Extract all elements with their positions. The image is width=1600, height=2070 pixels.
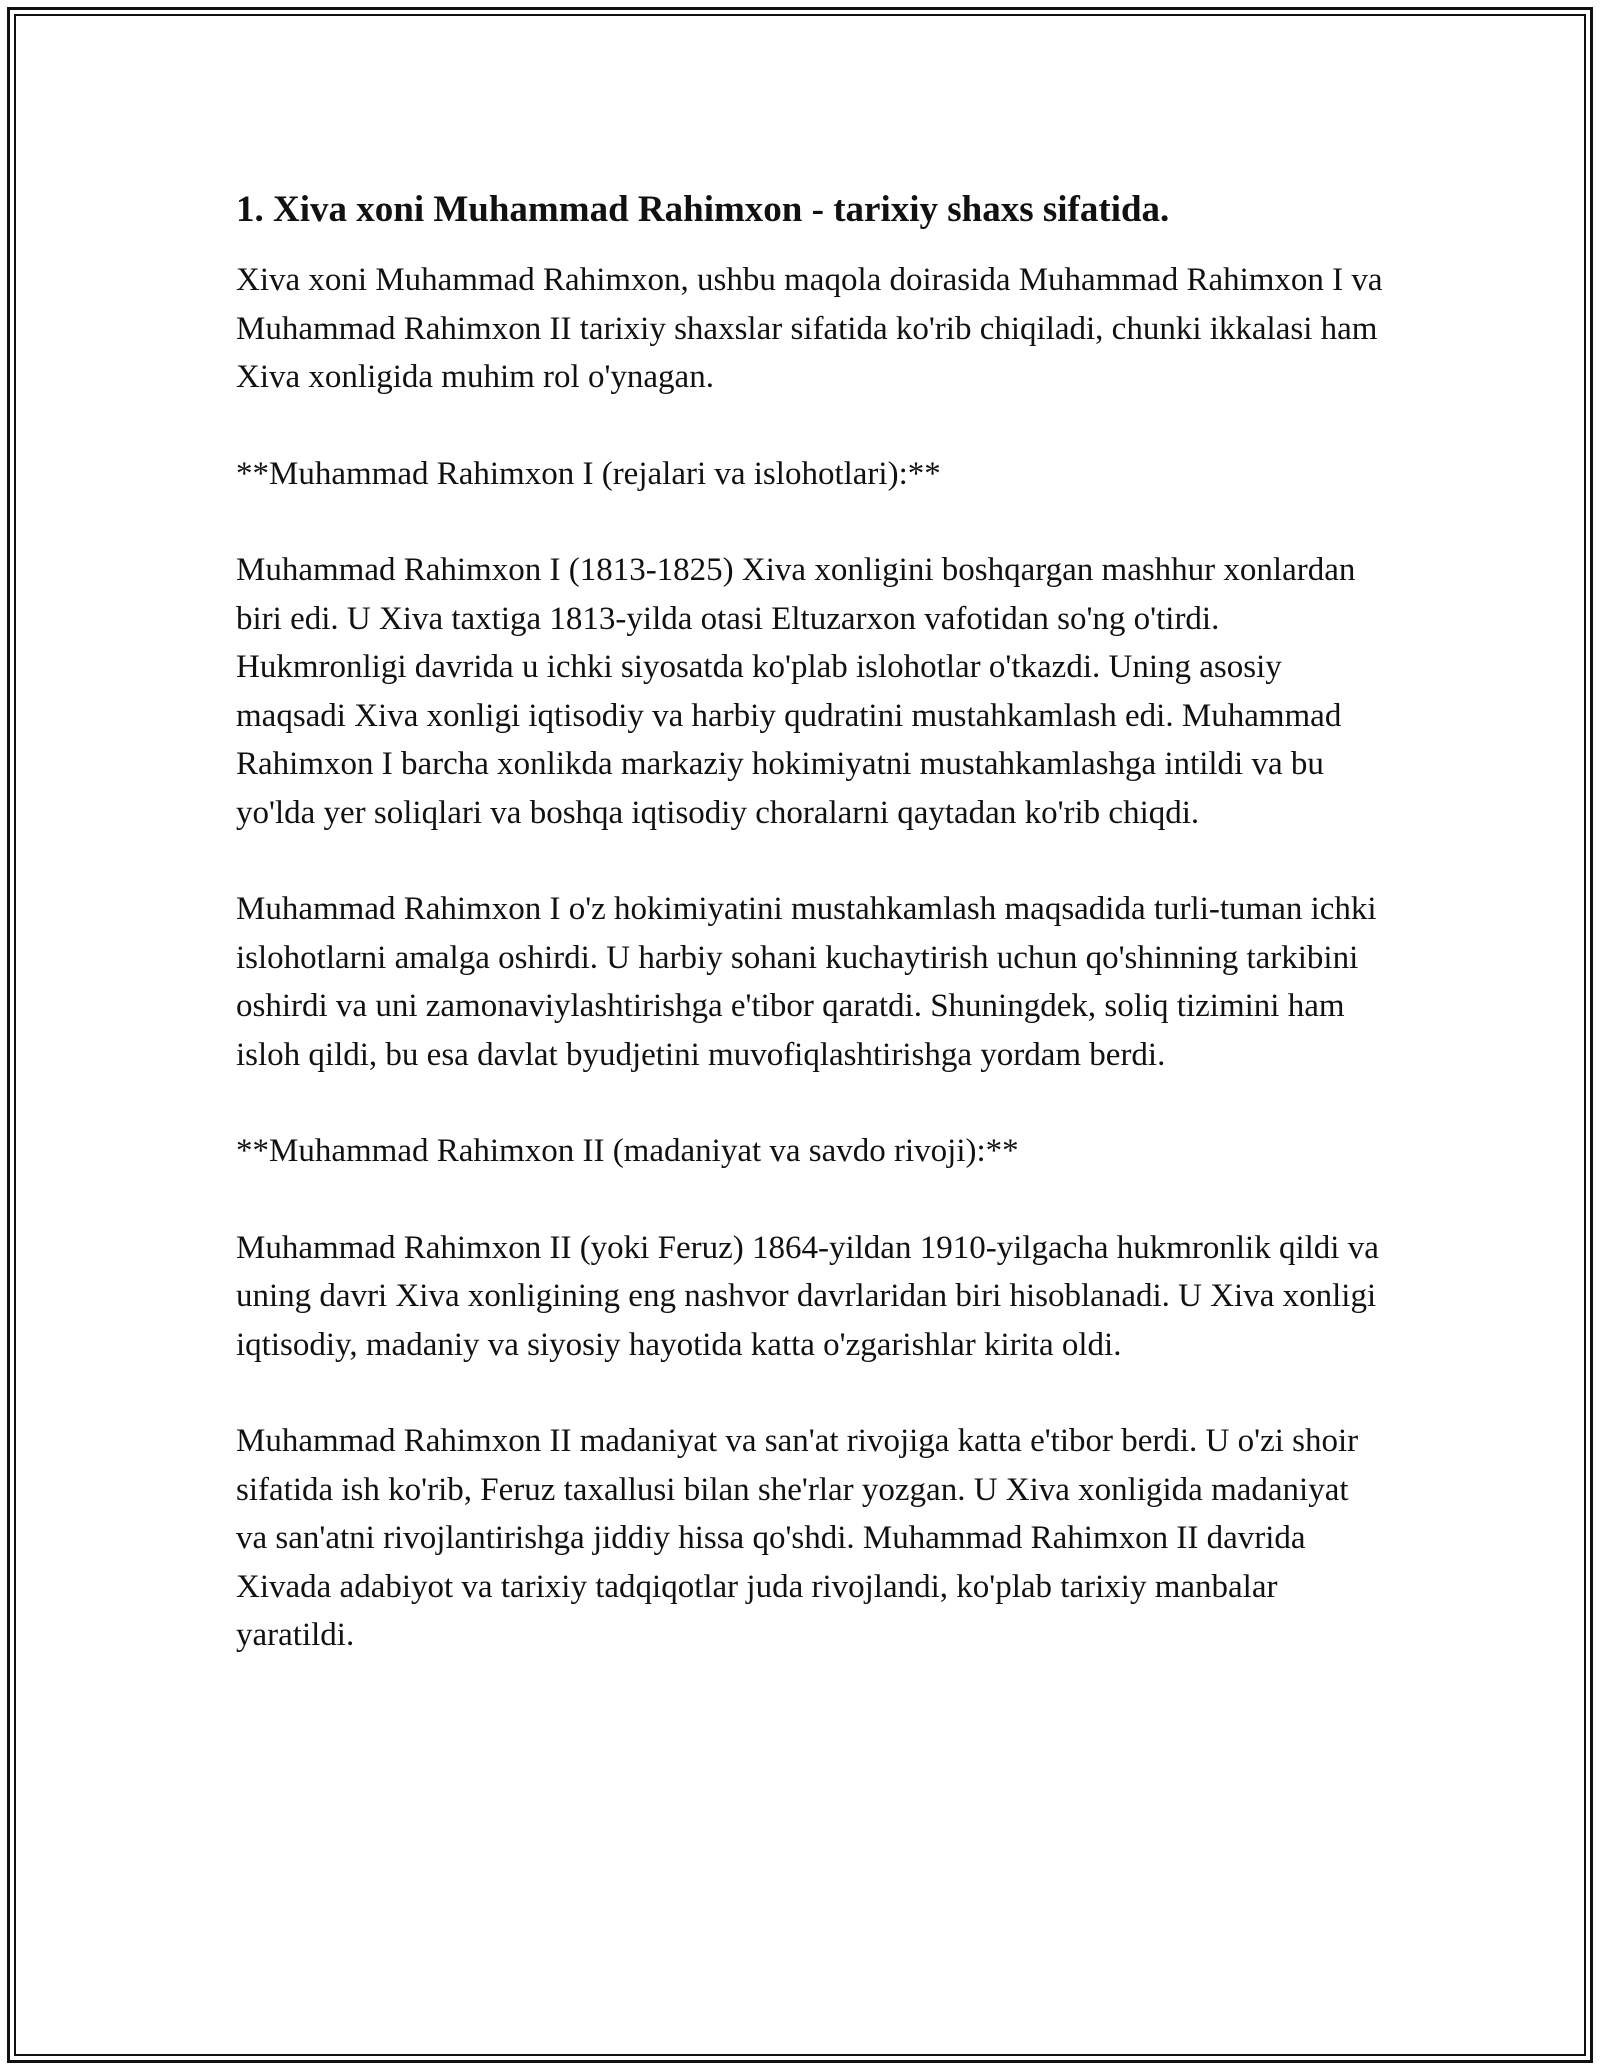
paragraph-rahimxon-2-reign: Muhammad Rahimxon II (yoki Feruz) 1864-yildan 1910-yilgacha hukmronlik qildi va uning davri Xiva xonligining eng nashvor davrlaridan biri hisoblanadi. U Xiva xonligi iqtisodiy, madaniy va siyosiy hayotida katta o'zgarishlar kirita oldi. xyxy=(236,1229,1379,1363)
document-title: 1. Xiva xoni Muhammad Rahimxon - tarixiy shaxs sifatida. xyxy=(236,189,1170,230)
paragraph-rahimxon-1-reign: Muhammad Rahimxon I (1813-1825) Xiva xonligini boshqargan mashhur xonlardan biri edi. U Xiva taxtiga 1813-yilda otasi Eltuzarxon vafotidan so'ng o'tirdi. Hukmronligi davrida u ichki siyosatda ko'plab islohotlar o'tkazdi. Uning asosiy maqsadi Xiva xonligi iqtisodiy va harbiy qudratini mustahkamlash edi. Muhammad Rahimxon I barcha xonlikda markaziy hokimiyatni mustahkamlashga intildi va bu yo'lda yer soliqlari va boshqa iqtisodiy choralarni qaytadan ko'rib chiqdi. xyxy=(236,552,1356,831)
paragraph-rahimxon-2-culture: Muhammad Rahimxon II madaniyat va san'at rivojiga katta e'tibor berdi. U o'zi shoir sifatida ish ko'rib, Feruz taxallusi bilan she'rlar yozgan. U Xiva xonligida madaniyat va san'atni rivojlantirishga jiddiy hissa qo'shdi. Muhammad Rahimxon II davrida Xivada adabiyot va tarixiy tadqiqotlar juda rivojlandi, ko'plab tarixiy manbalar yaratildi. xyxy=(236,1423,1359,1653)
paragraph-intro: Xiva xoni Muhammad Rahimxon, ushbu maqola doirasida Muhammad Rahimxon I va Muhammad Rahimxon II tarixiy shaxslar sifatida ko'rib chiqiladi, chunki ikkalasi ham Xiva xonligida muhim rol o'ynagan. xyxy=(236,262,1383,395)
section-heading-rahimxon-2: **Muhammad Rahimxon II (madaniyat va savdo rivoji):** xyxy=(236,1133,1019,1169)
paragraph-rahimxon-1-reforms: Muhammad Rahimxon I o'z hokimiyatini mustahkamlash maqsadida turli-tuman ichki islohotlarni amalga oshirdi. U harbiy sohani kuchaytirish uchun qo'shinning tarkibini oshirdi va uni zamonaviylashtirishga e'tibor qaratdi. Shuningdek, soliq tizimini ham isloh qildi, bu esa davlat byudjetini muvofiqlashtirishga yordam berdi. xyxy=(236,891,1377,1073)
section-heading-rahimxon-1: **Muhammad Rahimxon I (rejalari va islohotlari):** xyxy=(236,455,941,492)
document-body xyxy=(236,186,1386,1660)
